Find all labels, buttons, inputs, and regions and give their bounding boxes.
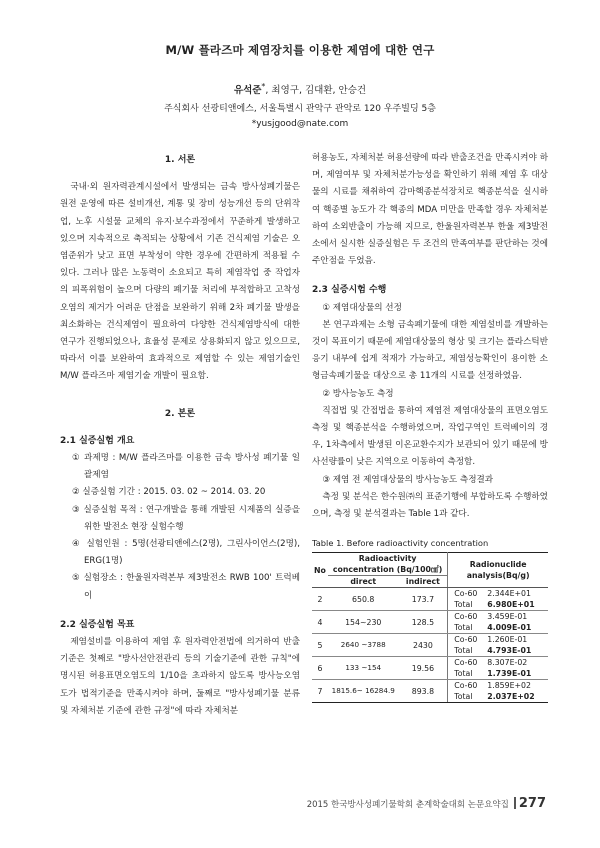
table-row bbox=[312, 680, 548, 692]
list-item: ② 실증실험 기간 : 2015. 03. 02 ~ 2014. 03. 20 bbox=[72, 487, 266, 498]
cell-indirect: 19.56 bbox=[399, 657, 448, 680]
cell-indirect: 893.8 bbox=[399, 680, 448, 703]
cell-nuclide: Co-60 bbox=[448, 611, 484, 623]
footer-divider bbox=[514, 797, 516, 809]
cell-total-label: Total bbox=[448, 599, 484, 611]
contact-email: *yusjgood@nate.com bbox=[251, 119, 349, 129]
goal-paragraph: 제염설비를 이용하여 제염 후 원자력안전법에 의거하여 반출기준은 첫째로 "방사선안전관리 등의 기술기준에 관한 규칙"에 명시된 허용표면오염도의 1/10을 초과하지 않도록 방사능오염도가 법적기준을 만족시켜야 하며, 둘째로 "방사성폐기물 분류 및 자체처분 기준에 관한 규정"에 따라 자체처분 bbox=[60, 637, 300, 716]
table-caption: Table 1. Before radioactivity concentration bbox=[312, 538, 489, 549]
affiliation: 주식회사 선광티앤에스, 서울특별시 관악구 관악로 120 우주빌딩 5층 bbox=[164, 104, 436, 114]
section-heading-intro: 1. 서론 bbox=[164, 155, 196, 165]
table-header-radioactivity: Radioactivity concentration (Bq/100㎠) bbox=[328, 553, 448, 576]
cell-indirect: 128.5 bbox=[399, 611, 448, 634]
cell-value: 1.260E-01 bbox=[487, 635, 528, 645]
paper-title: M/W 플라즈마 제염장치를 이용한 제염에 대한 연구 bbox=[165, 43, 435, 57]
cell-total-label: Total bbox=[448, 622, 484, 634]
section-heading-body: 2. 본론 bbox=[164, 408, 196, 419]
cell-no: 7 bbox=[312, 680, 328, 703]
author-line bbox=[0, 82, 600, 96]
execution-paragraph: 본 연구과제는 소형 금속폐기물에 대한 제염설비를 개발하는 것이 목표이기 때문에 제염대상물의 형상 및 크기는 플라스틱반응기 내부에 쉽게 적재가 가능하고, 제염성능확인이 용이한 소형금속폐기물을 대상으로 총 11개의 시료를 선정하였음. bbox=[312, 319, 548, 382]
cell-no: 2 bbox=[312, 588, 328, 611]
cell-value: 1.859E+02 bbox=[487, 681, 531, 691]
table-row bbox=[312, 588, 548, 600]
radioactivity-table bbox=[312, 552, 548, 703]
cell-no: 6 bbox=[312, 657, 328, 680]
cell-value: 3.459E-01 bbox=[487, 612, 528, 622]
cell-total-label: Total bbox=[448, 645, 484, 657]
cell-total: 4.793E-01 bbox=[483, 645, 548, 657]
table-row bbox=[312, 634, 548, 646]
list-item: ① 과제명 : M/W 플라즈마를 이용한 금속 방사성 폐기물 일괄제염 bbox=[72, 453, 300, 481]
left-column bbox=[60, 148, 300, 720]
cell-no: 5 bbox=[312, 634, 328, 657]
table-row bbox=[312, 611, 548, 623]
step-heading: ① 제염대상물의 선정 bbox=[322, 302, 402, 313]
table-header-nuclide: Radionuclide analysis(Bq/g) bbox=[448, 553, 548, 588]
table-header-indirect: indirect bbox=[399, 576, 448, 588]
cell-value: 8.307E-02 bbox=[487, 658, 528, 668]
subsection-heading-goal: 2.2 실증실험 목표 bbox=[60, 619, 135, 630]
cell-total: 4.009E-01 bbox=[483, 622, 548, 634]
page-footer bbox=[307, 796, 546, 811]
cell-value: 2.344E+01 bbox=[487, 589, 531, 599]
cell-nuclide: Co-60 bbox=[448, 657, 484, 669]
lead-author: 유석준 bbox=[233, 85, 262, 97]
step-heading: ② 방사능농도 측정 bbox=[322, 388, 394, 399]
cell-nuclide: Co-60 bbox=[448, 588, 484, 600]
cell-total-label: Total bbox=[448, 668, 484, 680]
list-item: ③ 실증실험 목적 : 연구개발을 통해 개발된 시제품의 실증을 위한 발전소 현장 실험수행 bbox=[72, 504, 300, 532]
cell-total: 2.037E+02 bbox=[483, 691, 548, 703]
list-item: ⑤ 실험장소 : 한울원자력본부 제3발전소 RWB 100' 트럭베이 bbox=[72, 573, 300, 601]
cell-direct: 1815.6~ 16284.9 bbox=[328, 680, 399, 703]
table-header-no: No bbox=[312, 553, 328, 588]
corresponding-mark: * bbox=[261, 82, 266, 91]
execution-paragraph: 직접법 및 간접법을 통하여 제염전 제염대상물의 표면오염도 측정 및 핵종분석을 수행하였으며, 작업구역인 트럭베이의 경우, 1차측에서 발생된 이온교환수지가 보관되어 있기 때문에 방사선량률이 낮은 지역으로 이동하여 측정함. bbox=[312, 405, 548, 468]
subsection-heading-execution: 2.3 실증시험 수행 bbox=[312, 285, 387, 296]
co-authors: , 최영구, 김대환, 안승건 bbox=[265, 85, 367, 97]
page-number: 277 bbox=[518, 796, 546, 811]
right-column bbox=[312, 150, 548, 703]
execution-paragraph: 측정 및 분석은 한수원㈜의 표준기행에 부합하도록 수행하였으며, 측정 및 분석결과는 Table 1과 같다. bbox=[312, 491, 548, 520]
cell-direct: 2640 ~3788 bbox=[328, 634, 399, 657]
table-header-direct: direct bbox=[328, 576, 399, 588]
cell-direct: 650.8 bbox=[328, 588, 399, 611]
cell-nuclide: Co-60 bbox=[448, 680, 484, 692]
cell-total-label: Total bbox=[448, 691, 484, 703]
proceedings-title: 2015 한국방사성폐기물학회 춘계학술대회 논문요약집 bbox=[306, 800, 509, 810]
cell-nuclide: Co-60 bbox=[448, 634, 484, 646]
goal-paragraph-continued: 허용농도, 자체처분 허용선량에 따라 반출조건을 만족시켜야 하며, 제염여부 및 자체처분가능성을 확인하기 위해 제염 후 대상물의 시료를 채취하여 감마핵종분석장치로 핵종분석을 실시하여 핵종별 농도가 각 핵종의 MDA 미만을 만족할 경우 자체처분하여 소외반출이 가능해 지므로, 한울원자력본부 한울 제3발전소에서 실시한 실증실험은 두 조건의 만족여부를 판단하는 것에 주안점을 두었음. bbox=[312, 153, 548, 267]
cell-indirect: 2430 bbox=[399, 634, 448, 657]
list-item: ④ 실험인원 : 5명(선광티앤에스(2명), 그린사이언스(2명), ERG(1명) bbox=[72, 539, 300, 567]
cell-indirect: 173.7 bbox=[399, 588, 448, 611]
intro-paragraph: 국내·외 원자력관계시설에서 발생되는 금속 방사성폐기물은 원전 운영에 따른 설비개선, 계통 및 장비 성능개선 등의 단위작업, 노후 시설물 교체의 유지·보수과정에서 꾸준하게 발생하고 있으며 지속적으로 축적되는 상황에서 기존 건식제염 기술은 오염준위가 낮고 표면 부착성이 약한 경우에 간편하게 적용될 수 있다. 그러나 많은 노동력이 소요되고 특히 제염작업 중 작업자의 피폭위험이 높으며 다량의 폐기물 처리에 부적합하고 고착성 오염의 제거가 어려운 단점을 보완하기 위해 2차 폐기물 발생을 최소화하는 건식제염이 필요하여 다양한 건식제염방식에 대한 연구가 진행되었으나, 효율성 문제로 상용화되지 않고 있으므로, 따라서 이를 보완하여 효과적으로 제염할 수 있는 제염기술인 M/W 플라즈마 제염기술 개발이 필요함. bbox=[60, 182, 300, 382]
step-heading: ③ 제염 전 제염대상물의 방사능농도 측정결과 bbox=[322, 474, 494, 485]
subsection-heading-overview: 2.1 실증실험 개요 bbox=[60, 435, 135, 446]
table-row bbox=[312, 657, 548, 669]
cell-total: 1.739E-01 bbox=[483, 668, 548, 680]
cell-no: 4 bbox=[312, 611, 328, 634]
cell-direct: 154~230 bbox=[328, 611, 399, 634]
cell-total: 6.980E+01 bbox=[483, 599, 548, 611]
cell-direct: 133 ~154 bbox=[328, 657, 399, 680]
